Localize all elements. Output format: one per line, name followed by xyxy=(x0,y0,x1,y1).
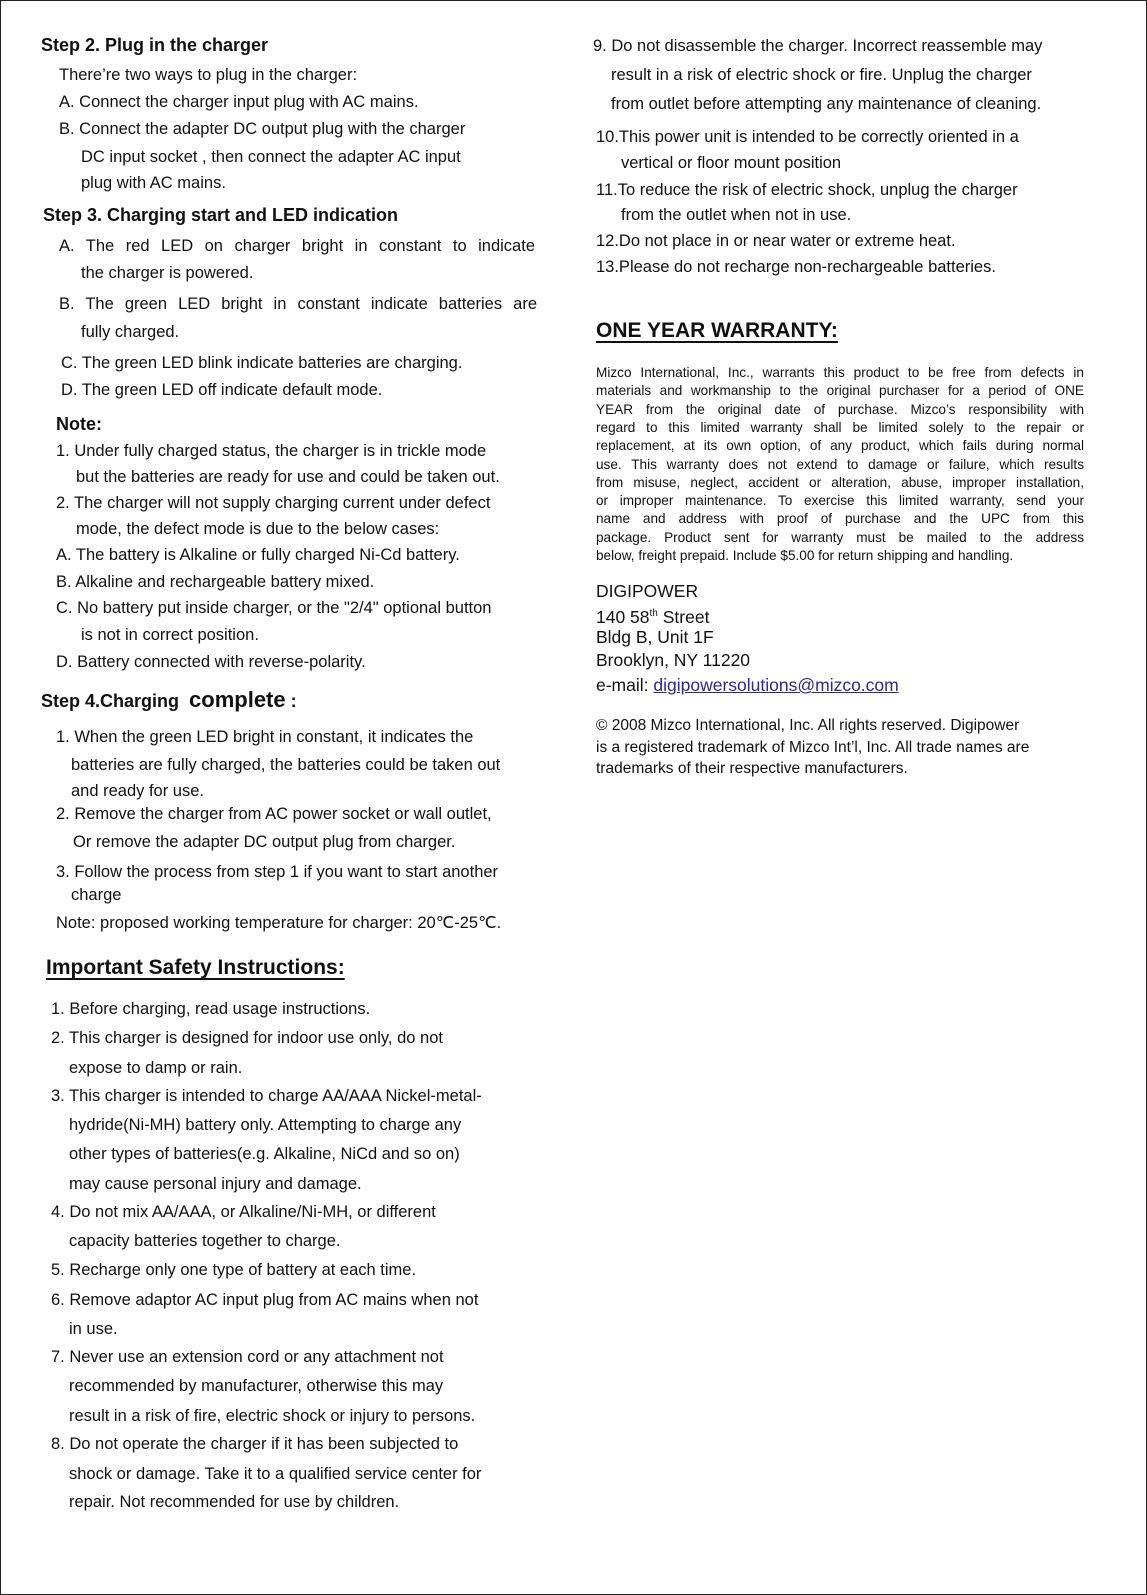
text-line: use. This warranty does not extend to damage or failure, which results xyxy=(596,456,1084,472)
ordinal-suffix: th xyxy=(649,608,658,619)
text-line: recommended by manufacturer, otherwise this may xyxy=(69,1377,444,1395)
text-line: DIGIPOWER xyxy=(596,581,699,601)
text-line: 1. When the green LED bright in constant, it indicates the xyxy=(56,728,474,746)
text-line: regard to this limited warranty shall be limited solely to the repair or xyxy=(596,419,1084,435)
text-line: shock or damage. Take it to a qualified service center for xyxy=(69,1465,482,1483)
text-line: may cause personal injury and damage. xyxy=(69,1175,362,1193)
section-heading: Important Safety Instructions: xyxy=(46,956,345,979)
text-line: vertical or floor mount position xyxy=(621,154,842,172)
section-heading: Note: xyxy=(56,414,102,434)
text-line: A. Connect the charger input plug with AC mains. xyxy=(59,93,419,111)
text-line: materials and workmanship to the original purchaser for a period of ONE xyxy=(596,383,1084,399)
text-line: 3. Follow the process from step 1 if you want to start another xyxy=(56,863,499,881)
text-line: batteries are fully charged, the batteries could be taken out xyxy=(71,756,501,774)
section-heading: Step 3. Charging start and LED indication xyxy=(43,205,399,225)
text-line: from the outlet when not in use. xyxy=(621,206,852,224)
text-line: Or remove the adapter DC output plug from charger. xyxy=(73,833,456,851)
text-line: package. Product sent for warranty must be mailed to the address xyxy=(596,529,1084,545)
text-line: D. Battery connected with reverse-polarity. xyxy=(56,653,366,671)
text-line: is not in correct position. xyxy=(81,626,259,644)
text-line: is a registered trademark of Mizco Int’l, Inc. All trade names are xyxy=(596,739,1030,756)
text-line: 10.This power unit is intended to be correctly oriented in a xyxy=(596,128,1019,146)
text-line: fully charged. xyxy=(81,323,180,341)
text-line: hydride(Ni-MH) battery only. Attempting to charge any xyxy=(69,1116,462,1134)
text-line: 9. Do not disassemble the charger. Incorrect reassemble may xyxy=(593,37,1043,55)
text-line: result in a risk of fire, electric shock or injury to persons. xyxy=(69,1407,476,1425)
text-line: 2. This charger is designed for indoor use only, do not xyxy=(51,1029,443,1047)
text-line: or improper maintenance. To exercise this limited warranty, send your xyxy=(596,493,1084,509)
text-line: name and address with proof of purchase and the UPC from this xyxy=(596,511,1084,527)
email-link[interactable]: digipowersolutions@mizco.com xyxy=(653,675,899,695)
text-line: from outlet before attempting any maintenance of cleaning. xyxy=(611,95,1042,113)
text-line: DC input socket , then connect the adapter AC input xyxy=(81,148,461,166)
text-line: Mizco International, Inc., warrants this product to be free from defects in xyxy=(596,365,1084,380)
text-line: 12.Do not place in or near water or extreme heat. xyxy=(596,232,956,250)
text-line: 11.To reduce the risk of electric shock, unplug the charger xyxy=(596,181,1018,199)
text-line: replacement, at its own option, of any product, which fails during normal xyxy=(596,438,1084,454)
text-line: repair. Not recommended for use by children. xyxy=(69,1493,400,1511)
section-heading: Step 2. Plug in the charger xyxy=(41,35,269,55)
section-heading xyxy=(41,687,297,712)
text-line: in use. xyxy=(69,1320,118,1338)
text-line: 3. This charger is intended to charge AA/AAA Nickel-metal- xyxy=(51,1087,482,1105)
address-street xyxy=(596,604,709,627)
text-line: 2. Remove the charger from AC power socket or wall outlet, xyxy=(56,805,492,823)
text-line: trademarks of their respective manufacturers. xyxy=(596,760,908,777)
text-line: plug with AC mains. xyxy=(81,174,226,192)
heading-suffix: : xyxy=(290,691,297,711)
email-line xyxy=(596,675,899,695)
text-line: Note: proposed working temperature for charger: 20℃-25℃. xyxy=(56,914,502,932)
street-number: 140 58 xyxy=(596,606,650,627)
text-line: 1. Before charging, read usage instructions. xyxy=(51,1000,371,1018)
heading-emphasis: complete xyxy=(189,687,286,712)
street-name: Street xyxy=(657,606,710,627)
text-line: C. No battery put inside charger, or the "2/4" optional button xyxy=(56,599,492,617)
text-line: 8. Do not operate the charger if it has been subjected to xyxy=(51,1435,459,1453)
text-line: YEAR from the original date of purchase. Mizco’s responsibility with xyxy=(596,401,1084,417)
text-line: 13.Please do not recharge non-rechargeable batteries. xyxy=(596,258,996,276)
text-line: There’re two ways to plug in the charger: xyxy=(59,66,358,84)
text-line: 5. Recharge only one type of battery at each time. xyxy=(51,1261,417,1279)
text-line: but the batteries are ready for use and could be taken out. xyxy=(76,468,500,486)
text-line: the charger is powered. xyxy=(81,264,254,282)
email-label: e-mail: xyxy=(596,675,654,695)
text-line: result in a risk of electric shock or fire. Unplug the charger xyxy=(611,66,1032,84)
text-line: B. The green LED bright in constant indicate batteries are xyxy=(59,295,537,313)
text-line: 7. Never use an extension cord or any attachment not xyxy=(51,1348,444,1366)
section-heading: ONE YEAR WARRANTY: xyxy=(596,319,838,342)
text-line: other types of batteries(e.g. Alkaline, NiCd and so on) xyxy=(69,1145,460,1163)
text-line: B. Alkaline and rechargeable battery mixed. xyxy=(56,573,375,591)
text-line: mode, the defect mode is due to the below cases: xyxy=(76,520,440,538)
text-line: 2. The charger will not supply charging current under defect xyxy=(56,494,491,512)
text-line: charge xyxy=(71,886,122,904)
text-line: below, freight prepaid. Include $5.00 for return shipping and handling. xyxy=(596,548,1014,563)
text-line: A. The red LED on charger bright in constant to indicate xyxy=(59,237,535,255)
heading-prefix: Step 4.Charging xyxy=(41,691,180,711)
text-line: from misuse, neglect, accident or alteration, abuse, improper installation, xyxy=(596,474,1084,490)
text-line: and ready for use. xyxy=(71,782,204,800)
text-line: 4. Do not mix AA/AAA, or Alkaline/Ni-MH, or different xyxy=(51,1203,436,1221)
text-line: B. Connect the adapter DC output plug with the charger xyxy=(59,120,466,138)
text-line: C. The green LED blink indicate batteries are charging. xyxy=(61,354,463,372)
text-line: expose to damp or rain. xyxy=(69,1059,243,1077)
text-line: Brooklyn, NY 11220 xyxy=(596,650,751,670)
text-line: Bldg B, Unit 1F xyxy=(596,627,714,647)
text-line: A. The battery is Alkaline or fully charged Ni-Cd battery. xyxy=(56,546,460,564)
text-line: D. The green LED off indicate default mode. xyxy=(61,381,383,399)
text-line: 1. Under fully charged status, the charger is in trickle mode xyxy=(56,442,487,460)
text-line: © 2008 Mizco International, Inc. All rights reserved. Digipower xyxy=(596,717,1020,734)
text-line: 6. Remove adaptor AC input plug from AC mains when not xyxy=(51,1291,479,1309)
text-line: capacity batteries together to charge. xyxy=(69,1232,341,1250)
